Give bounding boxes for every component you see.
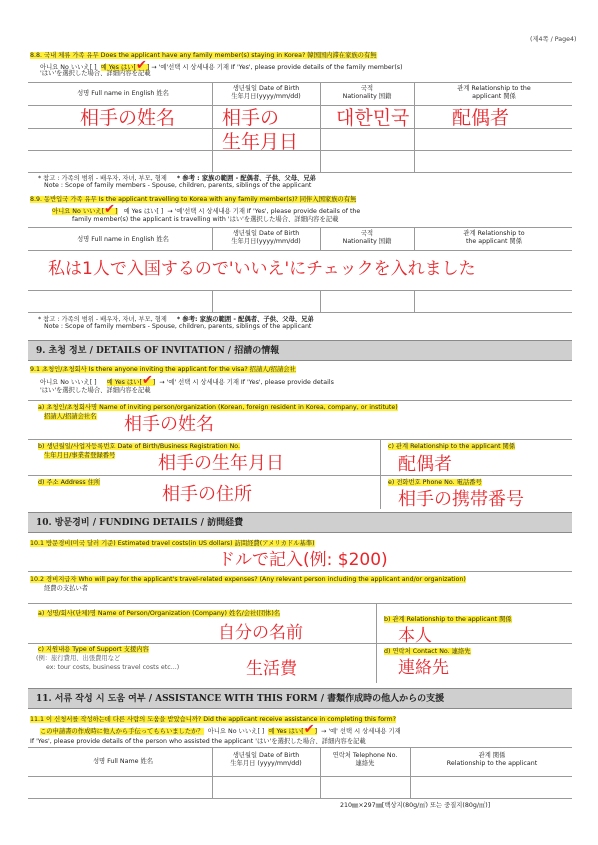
no-option[interactable]: 아니요 No いいえ[ ] [207, 728, 265, 735]
field-payer-name-value[interactable]: 自分の名前 [218, 623, 303, 643]
question-9-1: 9.1 초청인/초청회사 Is there anyone inviting the applicant for the visa? 招請人/招請会社 [30, 366, 296, 373]
field-payer-relationship-label: b) 관계 Relationship to the applicant 関係 [384, 616, 512, 623]
header-relationship: 관계 関係 Relationship to the applicant [446, 752, 538, 767]
yes-option[interactable]: 예 Yes はい[ ] [123, 208, 164, 215]
note-family-scope: * 참고 : 가족의 범위 - 배우자, 자녀, 부모, 형제 * 参考 : 家族の範囲 - 配偶者、子供、父母、兄弟 [38, 175, 316, 182]
check-mark-icon: ✔ [141, 373, 153, 388]
field-d-label: d) 주소 Address 住所 [38, 479, 101, 486]
section-9-options [40, 373, 334, 388]
field-c-value[interactable]: 配偶者 [398, 454, 452, 475]
section-11-header: 11. 서류 작성 시 도움 여부 / ASSISTANCE WITH THIS FORM / 書類作成時の他人からの支援 [28, 688, 572, 709]
annotation-relationship: 配偶者 [452, 107, 510, 129]
check-mark-icon: ✔ [104, 202, 116, 217]
note-family-scope-en: Note : Scope of family members - Spouse, children, parents, siblings of the applicant [44, 323, 312, 330]
section-8-9-options [52, 202, 361, 217]
annotation-alone-entry: 私は1人で入国するので'いいえ'にチェックを入れました [48, 259, 476, 279]
field-a-value[interactable]: 相手の姓名 [124, 414, 214, 435]
field-b-value[interactable]: 相手の生年月日 [158, 453, 284, 474]
yes-option[interactable]: 예 Yes はい[✔] [100, 58, 150, 73]
section-9-instr-jp: 'はい'を選択した場合、詳細内容を記載 [40, 387, 151, 394]
check-mark-icon: ✔ [303, 722, 315, 737]
field-e-label: e) 전화번호 Phone No. 電話番号 [388, 479, 482, 486]
question-11-1-options: この申請書の作成時に他人から手伝ってもらいましたか？ 아니요 No いいえ[ ] 예 Yes はい[✔] → '예' 선택 시 상세내용 기재 [40, 722, 401, 737]
annotation-dob: 相手の 生年月日 [222, 107, 299, 153]
field-d-value[interactable]: 相手の住所 [162, 484, 252, 505]
no-option[interactable]: 아니요 No いいえ[ ] [40, 379, 97, 386]
annotation-nationality: 대한민국 [336, 107, 410, 129]
header-nationality: 국적 Nationality 国籍 [342, 230, 392, 245]
instruction: → '예' 선택 시 상세내용 기재 [321, 728, 401, 735]
yes-option[interactable]: 예 Yes はい[✔] [106, 373, 156, 388]
field-contact-value[interactable]: 連絡先 [398, 658, 449, 678]
field-support-type-hint2: ex: tour costs, business travel costs etc...) [46, 664, 180, 671]
question-10-2: 10.2 경비지급자 Who will pay for the applicant's travel-related expenses? (Any relevant person including the applicant and/or organization) [30, 576, 466, 583]
field-payer-relationship-value[interactable]: 本人 [398, 626, 432, 646]
question-11-1: 11.1 이 신청서를 작성하는데 다른 사람의 도움을 받았습니까? Did the applicant receive assistance in completing this form? [30, 716, 396, 723]
field-payer-name-label: a) 성명/회사(단체)명 Name of Person/Organization (Company) 姓名/会社(団体)名 [38, 610, 281, 617]
field-a-label-jp: 招請人/招請会社名 [44, 413, 97, 420]
no-option[interactable]: 아니요 No いいえ[ ] [40, 64, 97, 71]
no-option[interactable]: 아니요 No いいえ[✔] [52, 202, 118, 217]
header-full-name: 성명 Full name in English 姓名 [77, 90, 169, 97]
header-full-name: 성명 Full Name 姓名 [92, 758, 154, 765]
question-11-1-instr2: If 'Yes', please provide details of the person who assisted the applicant 'はい'を選択した場合、詳細内容を記載 [30, 738, 366, 745]
annotation-name: 相手の姓名 [80, 107, 176, 129]
field-c-label: c) 관계 Relationship to the applicant 関係 [388, 443, 516, 450]
field-b-label-jp: 生年月日/事業者登録番号 [44, 452, 116, 459]
field-a-label: a) 초청인/초청회사명 Name of inviting person/organization (Korean, foreign resident in Korea, company, or institute) [38, 404, 398, 411]
note-family-scope: * 참고 : 가족의 범위 - 배우자, 자녀, 부모, 형제 * 参考: 家族の範囲 - 配偶者、子供、父母、兄弟 [38, 316, 314, 323]
section-10-header: 10. 방문경비 / FUNDING DETAILS / 訪問経費 [28, 512, 572, 533]
section-8-8-instr-jp: 'はい'を選択した場合、詳細内容を記載 [40, 70, 151, 77]
footer-paper-spec: 210㎜×297㎜[백상지(80g/㎡) 또는 중질지(80g/㎡)] [340, 802, 491, 809]
section-8-9-title: 8.9. 동반입국 가족 유무 Is the applicant travelling to Korea with any family member(s)? 同伴入国家族の有無 [30, 196, 357, 203]
field-travel-cost-value[interactable]: ドルで記入(例: $200) [218, 550, 388, 570]
field-b-label: b) 생년월일/사업자등록번호 Date of Birth/Business Registration No. [38, 443, 241, 450]
header-dob: 생년월일 Date of Birth 生年月日 (yyyy/mm/dd) [230, 752, 302, 767]
header-relationship: 관계 Relationship to the applicant 関係 [463, 230, 525, 245]
field-e-value[interactable]: 相手の携帯番号 [398, 489, 524, 510]
field-support-type-label: c) 지원내용 Type of Support 支援内容 [38, 646, 149, 653]
page-label: (제4쪽 / Page4) [530, 36, 577, 43]
instruction: → '예'선택 시 상세내용 기재 If 'Yes', please provide details of the family member(s) [151, 64, 403, 71]
check-mark-icon: ✔ [135, 58, 147, 73]
header-relationship: 관계 Relationship to the applicant 関係 [457, 85, 531, 100]
field-support-type-value[interactable]: 生活費 [246, 659, 297, 679]
instruction: → '예'선택 시 상세내용 기재 If 'Yes', please provide details of the [167, 208, 361, 215]
header-dob: 생년월일 Date of Birth 生年月日(yyyy/mm/dd) [231, 85, 301, 100]
header-dob: 생년월일 Date of Birth 生年月日(yyyy/mm/dd) [231, 230, 301, 245]
field-support-type-hint: (例：旅行費用、出張費用など [36, 655, 121, 662]
question-10-2-jp: 経費の支払い者 [44, 585, 89, 592]
yes-option[interactable]: 예 Yes はい[✔] [268, 722, 318, 737]
header-full-name: 성명 Full name in English 姓名 [77, 236, 169, 243]
note-family-scope-en: Note : Scope of family members - Spouse, children, parents, siblings of the applicant [44, 182, 312, 189]
section-8-9-instr2: family member(s) the applicant is travelling with 'はい'を選択した場合、詳細内容を記載 [72, 216, 339, 223]
section-8-8-title: 8.8. 국내 체류 가족 유무 Does the applicant have any family member(s) staying in Korea? 韓国国内滞在家族の有無 [30, 52, 377, 59]
field-contact-label: d) 연락처 Contact No. 連絡先 [384, 648, 471, 655]
header-nationality: 국적 Nationality 国籍 [342, 85, 392, 100]
instruction: → '예' 선택 시 상세내용 기재 If 'Yes', please provide details [159, 379, 334, 386]
header-telephone: 연락처 Telephone No. 連絡先 [332, 752, 398, 767]
section-9-header: 9. 초청 정보 / DETAILS OF INVITATION / 招請の情報 [28, 340, 572, 361]
question-10-1: 10.1 방문경비(미국 달러 기준) Estimated travel costs(in US dollars) 訪問経費(アメリカドル基準) [30, 540, 315, 547]
